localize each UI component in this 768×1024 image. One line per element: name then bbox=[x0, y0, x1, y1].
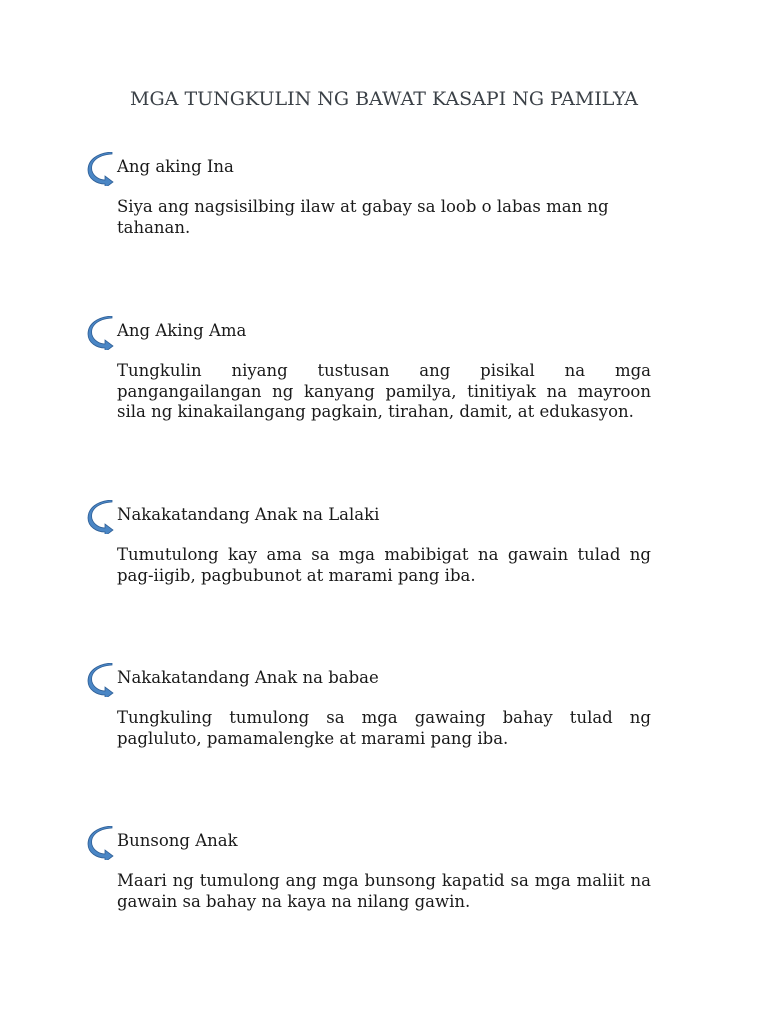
section-anak-lalaki bbox=[117, 504, 651, 586]
section-text: Tungkuling tumulong sa mga gawaing bahay tulad ng pagluluto, pamamalengke at marami pang iba. bbox=[117, 708, 651, 748]
section-anak-babae bbox=[117, 667, 651, 749]
section-text: Maari ng tumulong ang mga bunsong kapatid sa mga maliit na gawain sa bahay na kaya na nilang gawin. bbox=[117, 871, 651, 911]
curved-arrow-icon bbox=[87, 152, 115, 186]
page-title: MGA TUNGKULIN NG BAWAT KASAPI NG PAMILYA bbox=[130, 88, 638, 110]
section-bunsong-anak bbox=[117, 830, 651, 912]
section-heading: Ang aking Ina bbox=[117, 157, 234, 176]
curved-arrow-icon bbox=[87, 316, 115, 350]
section-text: Tungkulin niyang tustusan ang pisikal na mga pangangailangan ng kanyang pamilya, tinitiyak na mayroon sila ng kinakailangang pagkain, tirahan, damit, at edukasyon. bbox=[117, 361, 651, 421]
section-heading: Nakakatandang Anak na Lalaki bbox=[117, 505, 380, 524]
section-text: Tumutulong kay ama sa mga mabibigat na gawain tulad ng pag-iigib, pagbubunot at marami pang iba. bbox=[117, 545, 651, 585]
section-ina bbox=[117, 156, 651, 238]
section-heading: Ang Aking Ama bbox=[117, 321, 247, 340]
section-heading: Bunsong Anak bbox=[117, 831, 238, 850]
curved-arrow-icon bbox=[87, 500, 115, 534]
section-ama bbox=[117, 320, 651, 423]
section-text: Siya ang nagsisilbing ilaw at gabay sa loob o labas man ng tahanan. bbox=[117, 197, 609, 237]
section-heading: Nakakatandang Anak na babae bbox=[117, 668, 379, 687]
curved-arrow-icon bbox=[87, 663, 115, 697]
curved-arrow-icon bbox=[87, 826, 115, 860]
